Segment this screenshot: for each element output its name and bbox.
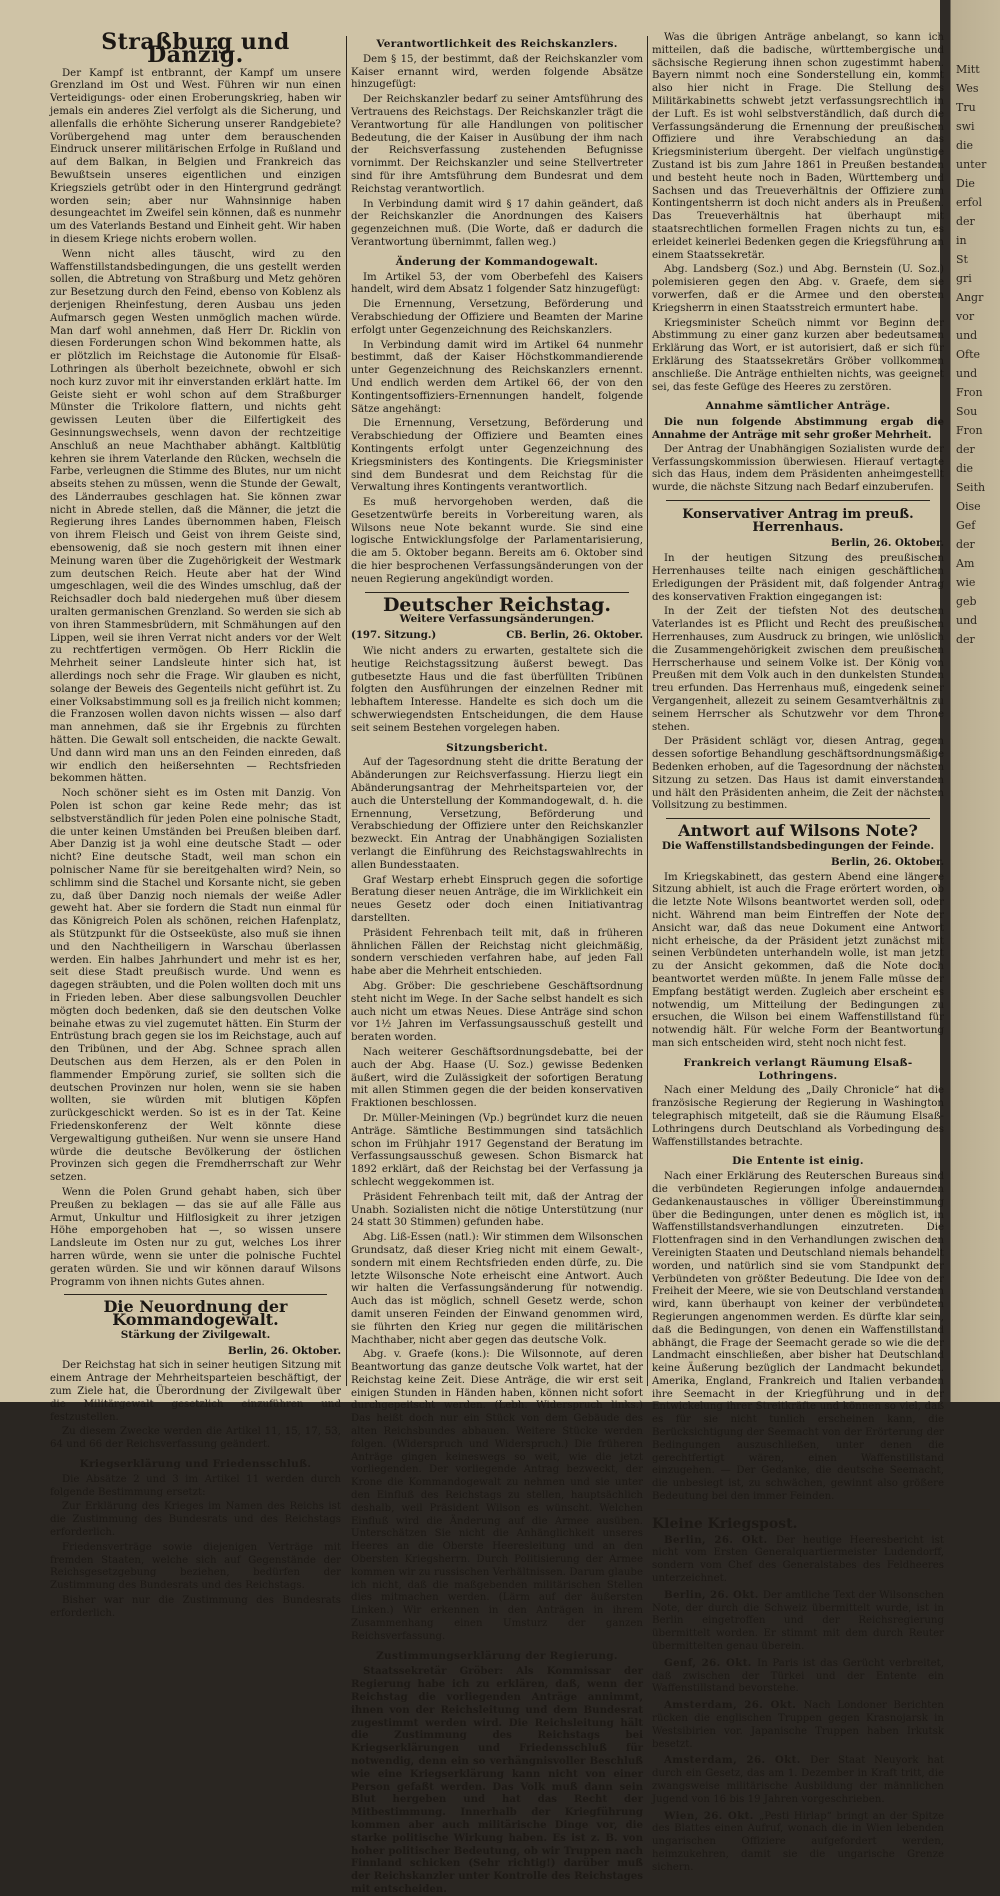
article-body-kriegserklaerung	[50, 1474, 341, 1621]
edge-fragment: Gef	[956, 519, 976, 532]
article-body-antwort	[652, 872, 944, 1051]
kriegspost-text: „Pesti Hirlap“ bringt an der Spitze des Blattes einen Aufruf, wonach die in Wien lebenden ungarischen Offiziere aufgefordert werden, heimzukehren, damit sie die ungarische Grenze sichern.	[652, 1810, 944, 1873]
kriegspost-dateline: Berlin, 26. Okt.	[664, 1588, 763, 1601]
edge-fragment: Fron	[956, 386, 983, 399]
paragraph: Präsident Fehrenbach teilt mit, daß der Antrag der Unabh. Sozialisten nicht die nötige Unterstützung (nur 24 statt 30 Stimmen) gefunden habe.	[351, 1191, 643, 1229]
paragraph: Graf Westarp erhebt Einspruch gegen die sofortige Beratung dieser neuen Anträge, die im Wirklichkeit ein neues Gesetz oder doch einen Initiativantrag darstellten.	[351, 874, 643, 924]
kriegspost-dateline: Wien, 26. Okt.	[664, 1809, 759, 1822]
kriegspost-item	[652, 1810, 944, 1875]
edge-fragment: und	[956, 329, 978, 342]
paragraph: Die nun folgende Abstimmung ergab die Annahme der Anträge mit sehr großer Mehrheit.	[652, 416, 944, 441]
article-divider	[365, 592, 629, 593]
article-body-strassburg	[50, 68, 341, 1290]
kriegspost-item	[652, 1657, 944, 1696]
kriegspost-text: Der Staat Neuyork hat durch ein Gesetz, das am 1. Dezember in Kraft tritt, die zwangsweise militärische Ausbildung der männlichen Jugend von 16 bis 19 Jahren vorgeschrieben.	[652, 1755, 944, 1805]
paragraph: Nach einer Erklärung des Reuterschen Bureaus sind die verbündeten Regierungen infolge andauernden Gedankenaustausches in völliger Übereinstimmung über die Bedingungen, unter denen es möglich ist, in Waffenstillstandsverhandlungen einzutreten. Die Flottenfragen sind in den Verhandlungen zwischen den Vereinigten Staaten und Deutschland niemals behandelt worden, und natürlich sind sie vom Standpunkt der Verbündeten von größter Bedeutung. Die Idee von der Freiheit der Meere, wie sie von Deutschland verstanden wird, kann überhaupt von keiner der verbündeten Regierungen angenommen werden. Es dürfte klar sein, daß die Bedingungen, von denen ein Waffenstillstand abhängt, die Frage der Seemacht gerade so wie die der Landmacht einschließen, aber bisher hat Deutschland keine Äußerung bezüglich der Landmacht bekundet. Amerika, England, Frankreich und Italien verbanden ihre Seemacht in der Kriegführung und in der Entwickelung ihrer Streitkräfte und können so viel, daß es für sie nicht tunlich erscheinen kann, die Berücksichtigung der Seemacht von der Erörterung der Bedingungen auszuschließen, unter denen die gerechtfertigt wären, einen Waffenstillstand einzugehen. — Der Gedanke, die deutsche Seemacht, die unbesiegt ist, zu schwächen, gewinnt also größere Bedeutung bei den immer Feinden.	[652, 1171, 944, 1503]
article-title-kommandogewalt: Die Neuordnung der Kommandogewalt.	[103, 1297, 288, 1330]
article-title-reichstag: Deutscher Reichstag.	[382, 593, 612, 616]
edge-fragment: und	[956, 614, 978, 627]
edge-fragment: swi	[956, 120, 975, 133]
article-divider	[666, 818, 930, 819]
edge-fragment: unter	[956, 158, 987, 171]
subhead-annahme: Annahme sämtlicher Anträge.	[705, 400, 891, 413]
kriegspost-text: Der amtliche Text der Wilsonschen Note, der durch die Schweiz übermittelt wurde, ist in Berlin eingetroffen und der Reichsregierung übermittelt worden. Er stimmt mit dem durch Reuter übermittelten genau überein.	[652, 1589, 944, 1653]
paragraph: In der heutigen Sitzung des preußischen Herrenhauses teilte nach einigen geschäftlichen Erledigungen der Präsident mit, daß folgender Antrag des konservativen Fraktion eingegangen ist:	[652, 553, 944, 603]
article-body-zustimmung	[351, 1665, 643, 1895]
article-body-herrenhaus	[652, 553, 944, 813]
kriegspost-text: In Paris ist das Gerücht verbreitet, daß zwischen der Türkei und der Entente ein Waffenstillstand bevorstehe.	[652, 1657, 944, 1695]
subhead-kriegserklaerung: Kriegserklärung und Friedensschluß.	[79, 1458, 312, 1471]
paragraph: Im Artikel 53, der vom Oberbefehl des Kaisers handelt, wird dem Absatz 1 folgender Satz hinzugefügt:	[351, 271, 643, 296]
edge-fragment: Angr	[956, 291, 984, 304]
edge-fragment: Mitt	[956, 63, 980, 76]
edge-fragment: die	[956, 139, 974, 152]
edge-fragment: der	[956, 443, 975, 456]
dateline: Berlin, 26. Oktober.	[228, 1344, 341, 1357]
article-title-strassburg: Straßburg und Danzig.	[101, 29, 290, 68]
kriegspost-item	[652, 1534, 944, 1586]
dateline: CB. Berlin, 26. Oktober.	[506, 629, 643, 642]
edge-fragment: geb	[956, 595, 977, 608]
paragraph: Im Kriegskabinett, das gestern Abend eine längere Sitzung abhielt, ist auch die Frage erörtert worden, ob die letzte Note Wilsons beantwortet werden soll, oder nicht. Während man beim Eintreffen der Note der Ansicht war, daß das neue Dokument eine Antwort nicht erheische, da der Präsident jetzt zunächst mit seinen Verbündeten unterhandeln wolle, ist man jetzt zu der Ansicht gekommen, daß die Note doch beantwortet werden müßte. In jenem Falle müsse der Empfang bestätigt werden. Zugleich aber erscheint es notwendig, um Mitteilung der Bedingungen zu ersuchen, die Wilson bei einem Waffenstillstand für notwendig hält. Für welche Form der Beantwortung man sich entscheiden wird, steht noch nicht fest.	[652, 871, 944, 1049]
article-subtitle: Die Waffenstillstandsbedingungen der Feinde.	[661, 840, 935, 853]
paragraph: Wenn nicht alles täuscht, wird zu den Waffenstillstandsbedingungen, die uns gestellt werden sollen, die Abtretung von Straßburg und Metz gehören zur Besetzung durch den Feind, ebenso von Koblenz als derjenigen Rheinfestung, deren Ausbau uns jeden Aufmarsch gegen Westen unmöglich machen würde. Man darf wohl annehmen, daß Herr Dr. Ricklin von diesen Forderungen schon Wind bekommen hatte, als er plötzlich im Reichstage die Autonomie für Elsaß-Lothringen als überholt bezeichnete, obwohl er sich noch kurz zuvor mit ihr einverstanden erklärt hatte. Im Geiste sieht er wohl schon auf dem Straßburger Münster die Trikolore flattern, und nichts geht gewissen Leuten über die Eilfertigkeit des Gesinnungswechsels, wenn davon der rechtzeitige Anschluß an neue Machthaber abhängt. Kaltblütig kehren sie ihrem Vaterlande den Rücken, wechseln die Farbe, verleugnen die Stimme des Blutes, nur um nicht abseits stehen zu müssen, wenn die Stunde der Gewalt, des Länderraubes geschlagen hat. Sie können zwar nicht in Abrede stellen, daß die Männer, die jetzt die Regierung ihres Landes übernommen haben, Fleisch von ihrem Fleisch und Geist von ihrem Geiste sind, ebensowenig, daß sie noch gestern mit ihnen einer Meinung waren über die Zugehörigkeit der Westmark zum deutschen Reich. Heute aber hat der Wind umgeschlagen, weil die des Windes umschlug, daß der Reichsadler doch bald niedergehen muß über diesem uralten germanischen Grenzland. So werden sie sich ab von ihren Stammesbrüdern, mit Schmähungen auf den Lippen, weil sie ihren Verrat nicht anders vor der Welt zu rechtfertigen vermögen. Ob Herr Ricklin die Mehrheit seiner Landsleute hinter sich hat, ist allerdings noch sehr die Frage. Wir glauben es nicht, solange der Beweis des Gegenteils nicht geführt ist. Zu einer Volksabstimmung soll es ja freilich nicht kommen; die Franzosen wollen davon nichts wissen — also darf man annehmen, daß sie ihr Ergebnis zu fürchten hätten. Die Gewalt soll entscheiden, die nackte Gewalt. Und dann wird man uns an den Feinden einreden, daß wir endlich den heißersehnten — Rechtsfrieden bekommen hätten.	[50, 248, 341, 785]
edge-fragment: der	[956, 633, 975, 646]
session-number: (197. Sitzung.)	[351, 629, 437, 642]
article-body-verantwortlichkeit	[351, 54, 643, 250]
edge-fragment: vor	[956, 310, 975, 323]
subhead-sitzungsbericht: Sitzungsbericht.	[446, 741, 548, 754]
session-line	[351, 629, 643, 642]
article-divider	[64, 1294, 327, 1295]
article-body-kommando	[351, 272, 643, 587]
article-subtitle: Stärkung der Zivilgewalt.	[120, 1328, 271, 1341]
edge-fragment: Am	[956, 557, 975, 570]
kriegspost-text: Nach Londoner Berichten rücken die englischen Truppen gegen Krasnojarsk in Westsibirien vor. Japanische Truppen haben Irkutsk besetzt.	[652, 1700, 944, 1750]
kriegspost-text: Der heutige Heeresbericht ist nicht vom Ersten Generalquartiermeister Ludendorff, sondern vom Chef des Generalstabes des Feldheeres unterzeichnet.	[652, 1534, 944, 1585]
article-divider	[666, 500, 930, 501]
column-3	[652, 32, 944, 1873]
paragraph: In Verbindung damit wird im Artikel 64 nunmehr bestimmt, daß der Kaiser Höchstkommandierende unter Gegenzeichnung des Reichskanzlers ernennt. Und endlich werden dem Artikel 66, der von den Kontingentsoffiziers-Ernennungen handelt, folgende Sätze angehängt:	[351, 339, 643, 415]
subhead-verantwortlichkeit: Verantwortlichkeit des Reichskanzlers.	[376, 38, 618, 50]
dateline: Berlin, 26. Oktober.	[831, 855, 944, 868]
article-body-frankreich	[652, 1085, 944, 1149]
article-subtitle: Weitere Verfassungsänderungen.	[399, 613, 595, 626]
edge-fragment: Fron	[956, 424, 983, 437]
edge-fragment: St	[956, 253, 968, 266]
paragraph: In Verbindung damit wird § 17 dahin geändert, daß der Reichskanzler die Anordnungen des Kaisers gegenzeichnen muß. (Die Worte, daß er dadurch die Verantwortung übernimmt, fallen weg.)	[351, 198, 643, 248]
paragraph: Wie nicht anders zu erwarten, gestaltete sich die heutige Reichstagssitzung äußerst bewegt. Das gutbesetzte Haus und die fast überfüllten Tribünen folgten den Ausführungen der einzelnen Redner mit lebhaftem Interesse. Handelte es sich doch um die schwerwiegendsten Entscheidungen, die dem Hause seit seinem Bestehen vorgelegen haben.	[351, 646, 643, 734]
paragraph: Nach einer Meldung des „Daily Chronicle“ hat die französische Regierung der Regierung in Washington telegraphisch mitgeteilt, daß sie die Räumung Elsaß-Lothringens durch Deutschland als Vorbedingung des Waffenstillstandes betrachte.	[652, 1085, 944, 1148]
paragraph: Nach weiterer Geschäftsordnungsdebatte, bei der auch der Abg. Haase (U. Soz.) gewisse Bedenken äußert, wird die Zulässigkeit der sofortigen Beratung mit allen Stimmen gegen die der beiden konservativen Fraktionen beschlossen.	[351, 1046, 643, 1110]
paragraph: Abg. Landsberg (Soz.) und Abg. Bernstein (U. Soz.) polemisieren gegen den Abg. v. Graefe, dem sie vorwerfen, daß er die Armee und den obersten Kriegsherrn in einen Staatsstreich ermuntert habe.	[652, 264, 944, 314]
edge-fragment: Sou	[956, 405, 978, 418]
dateline: Berlin, 26. Oktober.	[831, 537, 944, 550]
edge-fragment: Die	[956, 177, 975, 190]
article-title-herrenhaus: Konservativer Antrag im preuß. Herrenhaus.	[682, 506, 914, 535]
paragraph: Zur Erklärung des Krieges im Namen des Reichs ist die Zustimmung des Bundesrats und des Reichstags erforderlich.	[50, 1501, 341, 1539]
kriegspost-dateline: Amsterdam, 26. Okt.	[664, 1754, 811, 1767]
paragraph: Die Absätze 2 und 3 im Artikel 11 werden durch folgende Bestimmung ersetzt:	[50, 1473, 341, 1498]
article-body-reichstag	[351, 646, 643, 736]
paragraph: Was die übrigen Anträge anbelangt, so kann ich mitteilen, daß die badische, württembergische und sächsische Regierung ihnen schon zugestimmt haben. Bayern nimmt noch eine Sonderstellung ein, kommt also hier nicht in Frage. Die Stellung des Militärkabinetts schwebt jetzt verfassungsrechtlich in der Luft. Es ist wohl selbstverständlich, daß durch die Verfassungsänderung die Ernennung der preußischen Offiziere und ihre Verabschiedung an das Kriegsministerium übergeht. Der vielfach ungünstige Zustand ist bis zum Jahre 1861 in Preußen bestanden und besteht heute noch in Baden, Württemberg und Sachsen und das Treueverhältnis der Offiziere zum Kontingentsherrn ist doch nicht anders als in Preußen. Das Treueverhältnis hat überhaupt mit staatsrechtlichen formellen Fragen nichts zu tun, es erleidet keinerlei Bedenken gegen die Kriegsführung an einem Staatssekretär.	[652, 32, 944, 261]
paragraph: Bisher war nur die Zustimmung des Bundesrats erforderlich.	[50, 1595, 341, 1619]
kriegspost-dateline: Genf, 26. Okt.	[664, 1656, 758, 1669]
edge-fragment: in	[956, 234, 967, 247]
paragraph: Abg. Gröber: Die geschriebene Geschäftsordnung steht nicht im Wege. In der Sache selbst handelt es sich auch nicht um etwas Neues. Diese Anträge sind schon vor 1½ Jahren im Verfassungsausschuß gestellt und beraten worden.	[351, 980, 643, 1044]
article-divider	[666, 1509, 930, 1510]
article-body-antraege	[652, 32, 944, 394]
paragraph: Wenn die Polen Grund gehabt haben, sich über Preußen zu beklagen — das sie auf alle Fälle aus Armut, Unkultur und Hilflosigkeit zu ihrer jetzigen Höhe emporgehoben hat —, so wissen unsere Landsleute im Osten nur zu gut, welches Los ihrer harren würde, wenn sie unter die polnische Fuchtel geraten würden. Sie und wir können darauf Wilsons Programm von ihnen nichts Gutes ahnen.	[50, 1186, 341, 1288]
article-body-entente	[652, 1171, 944, 1504]
paragraph: Der Präsident schlägt vor, diesen Antrag, gegen dessen sofortige Behandlung geschäftsordnungsmäßige Bedenken erhoben, auf die Tagesordnung der nächsten Sitzung zu setzen. Das Haus ist damit einverstanden und hält den Präsidenten anheim, die Zeit der nächsten Vollsitzung zu bestimmen.	[652, 736, 944, 812]
edge-fragment: und	[956, 367, 978, 380]
edge-fragment: die	[956, 462, 974, 475]
edge-fragment: Oise	[956, 500, 981, 513]
column-rule-1	[346, 36, 347, 1386]
adjacent-page-fragments	[956, 60, 998, 649]
paragraph: Friedensverträge sowie diejenigen Verträge mit fremden Staaten, welche sich auf Gegenstände der Reichsgesetzgebung beziehen, bedürfen der Zustimmung des Bundesrats und des Reichstags.	[50, 1541, 341, 1592]
edge-fragment: gri	[956, 272, 972, 285]
article-body-sitzungsbericht	[351, 757, 643, 1643]
edge-fragment: Ofte	[956, 348, 981, 361]
adjacent-page-edge	[940, 0, 1000, 1402]
edge-fragment: der	[956, 215, 975, 228]
kriegspost-item	[652, 1589, 944, 1654]
column-2	[351, 32, 643, 1895]
paragraph: Der Kampf ist entbrannt, der Kampf um unsere Grenzland im Ost und West. Führen wir nun einen Verteidigungs- oder einen Eroberungskrieg, haben wir jemals ein anderes Ziel verfolgt als die Sicherung, und allenfalls die erhöhte Sicherung unserer Randgebiete? Vorübergehend mag unter dem berauschenden Eindruck unserer militärischen Erfolge in Rußland und auf dem Balkan, in Belgien und Frankreich das Bewußtsein unseres eigentlichen und einzigen Kriegsziels getrübt oder in den Hintergrund gedrängt worden sein; aber nur Wahnsinnige haben desungeachtet im Zweifel sein können, daß es nunmehr um des Vaterlands Bestand und Einheit geht. Wir haben in diesem Kriege nichts erobern wollen.	[50, 67, 341, 245]
paragraph: Der Reichskanzler bedarf zu seiner Amtsführung des Vertrauens des Reichstags. Der Reichskanzler trägt die Verantwortung für alle Handlungen von politischer Bedeutung, die der Kaiser in Ausübung der ihm nach der Reichsverfassung zustehenden Befugnisse vornimmt. Der Reichskanzler und seine Stellvertreter sind für ihre Amtsführung dem Bundesrat und dem Reichstag verantwortlich.	[351, 94, 643, 195]
paragraph: Präsident Fehrenbach teilt mit, daß in früheren ähnlichen Fällen der Reichstag nicht gleichmäßig, sondern verschieden verfahren habe, auf jeden Fall habe aber die Mehrheit entschieden.	[351, 927, 643, 978]
subhead-zustimmung: Zustimmungserklärung der Regierung.	[376, 1649, 618, 1662]
paragraph: Staatssekretär Gröber: Als Kommissar der Regierung habe ich zu erklären, daß, wenn der Reichstag die vorliegenden Anträge annimmt, ihnen von der Reichsleitung und dem Bundesrat zugestimmt werden wird. Die Reichsleitung hält die Zustimmung des Reichstags bei Kriegserklärungen und Friedensschluß für notwendig, denn ein so verhängnisvoller Beschluß wie eine Kriegserklärung kann nicht von einer Person gefaßt werden. Das Volk muß dann sein Blut hergeben und hat das Recht der Mitbestimmung. Innerhalb der Kriegführung kommen aber auch militärische Dinge vor, die starke politische Wirkung haben. Es ist z. B. von hoher politischer Bedeutung, ob wir Truppen nach Finnland schicken (Sehr richtig!) darüber muß der Reichskanzler unter Kontrolle des Reichstages mit entscheiden.	[351, 1665, 643, 1895]
paragraph: Noch schöner sieht es im Osten mit Danzig. Von Polen ist schon gar keine Rede mehr; das ist selbstverständlich für jeden Polen eine polnische Stadt, die unter keinen Umständen bei Preußen bleiben darf. Aber Danzig ist ja wohl eine deutsche Stadt — oder nicht? Eine deutsche Stadt, weil man schon ein polnischer Name für sie bereitgehalten wird? Nein, so schlimm sind die Stachel und Korsante nicht, sie geben zu, daß über Danzig noch niemals der weiße Adler geweht hat. Aber sie fordern die Stadt nun einmal für das Königreich Polen als schönen, reichen Hafenplatz, als Stützpunkt für die Ostseeküste, also muß sie ihnen und den Nachtheiligern in Warschau überlassen werden. Ein halbes Jahrhundert und mehr ist es her, seit diese Stadt preußisch wurde. Und wenn es dagegen sträubten, und die Polen wollten doch mit uns in Frieden leben. Aber diese salbungsvollen Deuchler mögten doch bedenken, daß sie den deutschen Volke beinahe etwas zu viel zugemutet hätten. Ein Sturm der Entrüstung brach gegen sie los im Reichstage, auch auf den Tribünen, und der Abg. Schnee sprach allen Deutschen aus dem Herzen, als er den Polen in flammender Empörung zurief, sie sollten sich die deutschen Provinzen nur holen, wenn sie sie haben wollten, sie würden mit blutigen Köpfen zurückgeschickt werden. So ist es in der Tat. Keine Friedenskonferenz der Welt könnte diese Vergewaltigung gutheißen. Nur wenn sie unsere Hand würde die deutsche Bevölkerung der östlichen Provinzen sich gegen die Fremdherrschaft zur Wehr setzen.	[50, 788, 341, 1184]
edge-fragment: wie	[956, 576, 976, 589]
column-rule-2	[647, 36, 648, 1386]
article-body-annahme	[652, 416, 944, 495]
paragraph: Es muß hervorgehoben werden, daß die Gesetzentwürfe bereits in Vorbereitung waren, als Wilsons neue Note bekannt wurde. Sie sind eine logische Entwicklungsfolge der Parlamentarisierung, die am 5. Oktober begann. Bereits am 6. Oktober sind die hier besprochenen Verfassungsänderungen von der neuen Regierung angekündigt worden.	[351, 497, 643, 585]
edge-fragment: erfol	[956, 196, 982, 209]
kriegspost-dateline: Berlin, 26. Okt.	[664, 1533, 776, 1546]
paragraph: Der Reichstag hat sich in seiner heutigen Sitzung mit einem Antrage der Mehrheitsparteien beschäftigt, der zum Ziele hat, die Überordnung der Zivilgewalt über die Militärgewalt gesetzlich einzuführen und festzustellen.	[50, 1360, 341, 1423]
paragraph: Der Antrag der Unabhängigen Sozialisten wurde der Verfassungskommission überwiesen. Hierauf vertagte sich das Haus, indem dem Präsidenten anheimgestellt wurde, die nächste Sitzung nach Bedarf einzuberufen.	[652, 443, 944, 494]
paragraph: Abg. Liß-Essen (natl.): Wir stimmen dem Wilsonschen Grundsatz, daß dieser Krieg nicht mit einem Gewalt-, sondern mit einem Rechtsfrieden enden dürfe, zu. Die letzte Wilsonsche Note erheischt eine Antwort. Auch wir halten die Verfassungsänderung für notwendig. Auch das ist möglich, schnell Gesetz werde, schon damit unseren Feinden der Einwand genommen wird, sie führten den Krieg nur gegen die militärischen Machthaber, nicht aber gegen das deutsche Volk.	[351, 1232, 643, 1346]
article-title-kleine-kriegspost: Kleine Kriegspost.	[652, 1515, 798, 1532]
edge-fragment: Wes	[956, 82, 979, 95]
column-1	[50, 29, 341, 1619]
paragraph: Dr. Müller-Meiningen (Vp.) begründet kurz die neuen Anträge. Sämtliche Bestimmungen sind tatsächlich schon im Frühjahr 1917 Gegenstand der Beratung im Verfassungsausschuß gewesen. Schon Bismarck hat 1892 erklärt, daß der Reichstag bei der Verfassung ja schlecht weggekommen ist.	[351, 1112, 643, 1188]
edge-fragment: Tru	[956, 101, 976, 114]
paragraph: Auf der Tagesordnung steht die dritte Beratung der Abänderungen zur Reichsverfassung. Hierzu liegt ein Abänderungsantrag der Mehrheitsparteien vor, der auch die Unterstellung der Kommandogewalt, d. h. die Ernennung, Versetzung, Beförderung und Verabschiedung der Offiziere unter den Reichskanzler bezweckt. Ein Antrag der Unabhängigen Sozialisten verlangt die Einführung des Reichstagswahlrechts in allen Bundesstaaten.	[351, 757, 643, 871]
kriegspost-list	[652, 1534, 944, 1875]
paragraph: In der Zeit der tiefsten Not des deutschen Vaterlandes ist es Pflicht und Recht des preußischen Herrenhauses, zum Ausdruck zu bringen, wie unlöslich die Zusammengehörigkeit zwischen dem preußischen Herrscherhause und seinem Volke ist. Der König von Preußen mit dem Volk auch in den dunkelsten Stunden treu erfunden. Das Herrenhaus muß, eingedenk seiner Vergangenheit, allezeit zu seinem Gesamtverhältnis zu seinem Herrscher als Schutzwehr vor dem Throne stehen.	[652, 606, 944, 733]
subhead-frankreich: Frankreich verlangt Räumung Elsaß-Lothringens.	[683, 1056, 913, 1082]
paragraph: Zu diesem Zwecke werden die Artikel 11, 15, 17, 53, 64 und 66 der Reichsverfassung geändert.	[50, 1426, 341, 1451]
paragraph: Die Ernennung, Versetzung, Beförderung und Verabschiedung der Offiziere und Beamten eines Kontingents erfolgt unter Gegenzeichnung des Kriegsministers des Kontingents. Die Kriegsminister sind dem Bundesrat und dem Reichstag für die Verwaltung ihres Kontingents verantwortlich.	[351, 418, 643, 494]
edge-fragment: Seith	[956, 481, 986, 494]
paragraph: Dem § 15, der bestimmt, daß der Reichskanzler vom Kaiser ernannt wird, werden folgende Absätze hinzugefügt:	[351, 53, 643, 91]
subhead-entente: Die Entente ist einig.	[732, 1155, 864, 1168]
paragraph: Kriegsminister Scheüch nimmt vor Beginn der Abstimmung zu einer ganz kurzen aber bedeutsamen Erklärung das Wort, er ist autorisiert, daß er sich für Erklärung des Staatssekretärs Gröber vollkommen anschließe. Die Anträge enthielten nichts, was geeignet sei, das feste Gefüge des Heeres zu zerstören.	[652, 317, 944, 393]
kriegspost-dateline: Amsterdam, 26. Okt.	[664, 1699, 804, 1712]
article-title-antwort: Antwort auf Wilsons Note?	[678, 821, 918, 841]
paragraph: Abg. v. Graefe (kons.): Die Wilsonnote, auf deren Beantwortung das ganze deutsche Volk wartet, hat der Reichstag keine Zeit. Diese Anträge, die wir erst seit einigen Stunden in Händen haben, können nicht sofort durchgepeitscht werden. (Lebh. Widerspruch links.) Das heißt doch nur ein Stück von dem Gebäude des alten Reichsbundes abbauen. Weitere Stücke werden folgen. (Widerspruch und Widerspruch.) Die früheren Anträge gingen keineswegs so weit, wie die jetzt vorliegenden. Der vorliegende Antrag bezweckt, der Krone die Kommandogewalt zu nehmen und sie unter den Einfluß des Reichstags zu stellen, hauptsächlich deshalb, weil Präsident Wilson es wünscht. Welchen Einfluß wird die Änderung auf die Armee ausüben. Unterschätzen Sie nicht die Anhänglichkeit unseres Heeres an die Oberste Heeresleitung und an den Obersten Kriegsherrn. Durch Politisierung der Armee kommen wir zu russischen Verhältnissen. Darum glaube ich nicht, daß die maßgebenden militärischen Stellen dies mitmachen werden. (Lärm auf der äußersten Linken.) Wir erkennen in den Anträgen in ihrem Zusammenhang einen Umsturz der ganzen Reichsverfassung.	[351, 1349, 643, 1642]
edge-fragment: der	[956, 538, 975, 551]
subhead-kommandogewalt: Änderung der Kommandogewalt.	[395, 255, 599, 268]
kriegspost-item	[652, 1699, 944, 1751]
kriegspost-item	[652, 1754, 944, 1806]
article-body-kommandogewalt	[50, 1360, 341, 1452]
paragraph: Die Ernennung, Versetzung, Beförderung und Verabschiedung der Offiziere und Beamten der Marine erfolgt unter Gegenzeichnung des Reichskanzlers.	[351, 299, 643, 336]
